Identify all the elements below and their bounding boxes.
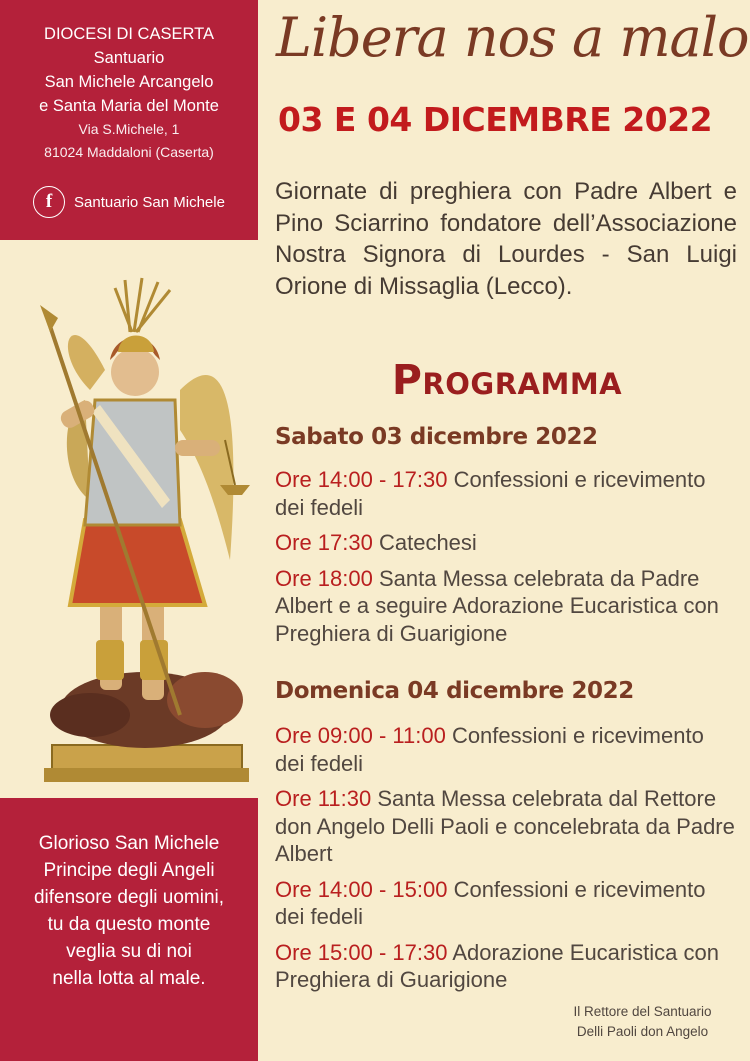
entry-time: Ore 14:00 - 15:00: [275, 876, 448, 902]
event-dates: 03 E 04 DICEMBRE 2022: [278, 100, 713, 139]
schedule-entry: [275, 722, 737, 777]
signature-name: Delli Paoli don Angelo: [576, 1024, 709, 1039]
entry-text: Santa Messa celebrata dal Rettore don Angelo Delli Paoli e concelebrata da Padre Albert: [275, 786, 735, 866]
schedule-entry: [275, 565, 737, 648]
sanctuary-info-box: [0, 0, 258, 240]
entry-time: Ore 18:00: [275, 565, 373, 591]
signature-title: Il Rettore del Santuario: [573, 1004, 712, 1019]
entry-text: Confessioni e ricevimento dei fedeli: [275, 876, 706, 929]
entry-text: Santa Messa celebrata da Padre Albert e a seguire Adorazione Eucaristica con Preghiera di Guarigione: [275, 565, 719, 646]
facebook-label: Santuario San Michele: [74, 193, 225, 211]
facebook-link[interactable]: [0, 186, 258, 218]
schedule-entry: [275, 939, 737, 994]
prayer-line: Glorioso San Michele: [38, 833, 220, 854]
entry-text: Adorazione Eucaristica con Preghiera di Guarigione: [275, 939, 719, 992]
prayer-line: difensore degli uomini,: [33, 887, 225, 908]
sunday-heading: Domenica 04 dicembre 2022: [275, 678, 634, 704]
saturday-schedule: [275, 466, 737, 655]
sanctuary-name-line1: San Michele Arcangelo: [44, 73, 214, 91]
prayer-box: [0, 798, 258, 1061]
sanctuary-name-line2: e Santa Maria del Monte: [39, 97, 219, 115]
prayer-line: tu da questo monte: [47, 914, 211, 935]
facebook-icon: f: [33, 186, 65, 218]
signature: [540, 1002, 745, 1042]
entry-time: Ore 14:00 - 17:30: [275, 467, 448, 492]
schedule-entry: [275, 529, 737, 557]
saturday-heading: Sabato 03 dicembre 2022: [275, 424, 598, 450]
entry-text: Catechesi: [378, 530, 477, 555]
prayer-line: nella lotta al male.: [52, 968, 206, 989]
intro-paragraph: Giornate di preghiera con Padre Albert e Pino Sciarrino fondatore dell’Associazione Nostra Signora di Lourdes - San Luigi Orione di Missaglia (Lecco).: [275, 178, 737, 300]
address-street: Via S.Michele, 1: [78, 121, 180, 137]
entry-time: Ore 11:30: [275, 786, 372, 811]
entry-time: Ore 15:00 - 17:30: [275, 939, 448, 965]
address-city: 81024 Maddaloni (Caserta): [44, 144, 214, 160]
schedule-entry: [275, 466, 737, 521]
schedule-entry: [275, 876, 737, 931]
entry-text: Confessioni e ricevimento dei fedeli: [275, 723, 704, 776]
entry-time: Ore 09:00 - 11:00: [275, 723, 446, 748]
diocese-label: DIOCESI DI CASERTA: [44, 25, 214, 43]
prayer-line: Principe degli Angeli: [43, 860, 215, 881]
prayer-line: veglia su di noi: [66, 941, 192, 962]
programma-heading: Programma: [391, 356, 623, 404]
entry-text: Confessioni e ricevimento dei fedeli: [275, 467, 706, 520]
sunday-schedule: [275, 722, 737, 1002]
page-title: Libera nos a malo: [276, 6, 749, 69]
entry-time: Ore 17:30: [275, 530, 373, 555]
sanctuary-label: Santuario: [93, 49, 165, 67]
saint-michael-statue-image: [30, 260, 250, 785]
schedule-entry: [275, 785, 737, 868]
